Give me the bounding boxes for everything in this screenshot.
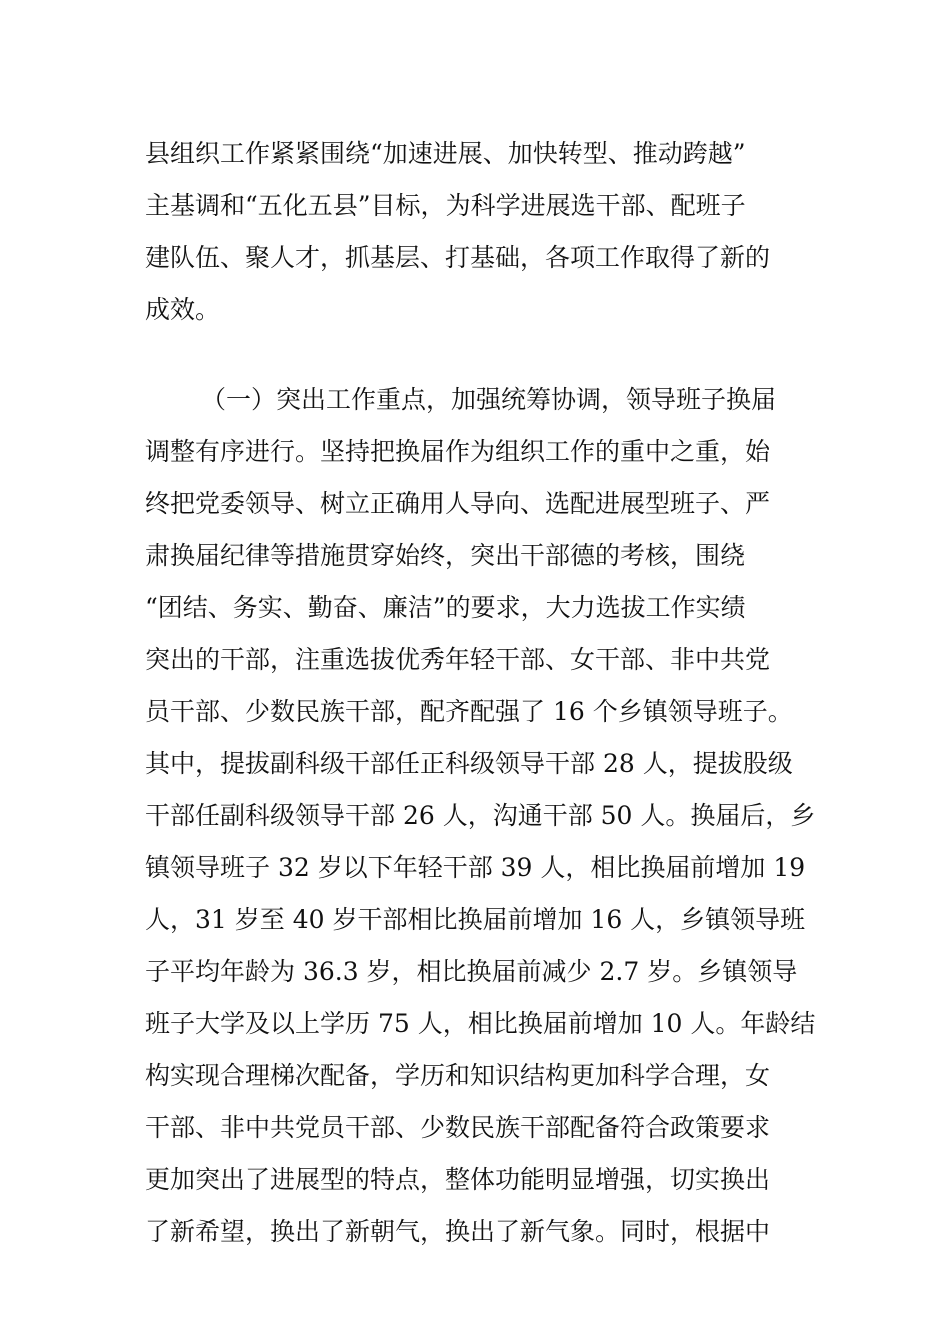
paragraph-line: 了新希望，换出了新朝气，换出了新气象。同时，根据中 [145,1217,771,1246]
paragraph-line: 子平均年龄为 36.3 岁，相比换届前减少 2.7 岁。乡镇领导 [145,957,798,986]
paragraph-line: 主基调和“五化五县”目标，为科学进展选干部、配班子 [145,191,746,220]
paragraph-line: 调整有序进行。坚持把换届作为组织工作的重中之重，始 [145,437,771,466]
paragraph-line: 班子大学及以上学历 75 人，相比换届前增加 10 人。年龄结 [145,1009,816,1038]
paragraph-line: 干部、非中共党员干部、少数民族干部配备符合政策要求 [145,1113,771,1142]
paragraph-line: 员干部、少数民族干部，配齐配强了 16 个乡镇领导班子。 [145,697,793,726]
paragraph-line: （一）突出工作重点，加强统筹协调，领导班子换届 [201,385,777,414]
paragraph-line: 其中，提拔副科级干部任正科级领导干部 28 人，提拔股级 [145,749,793,778]
paragraph-2 [145,374,815,1258]
paragraph-line: 成效。 [145,295,221,324]
paragraph-line: 肃换届纪律等措施贯穿始终，突出干部德的考核，围绕 [145,541,746,570]
paragraph-line: “团结、务实、勤奋、廉洁”的要求，大力选拔工作实绩 [145,593,746,622]
paragraph-line: 终把党委领导、树立正确用人导向、选配进展型班子、严 [145,489,771,518]
paragraph-line: 镇领导班子 32 岁以下年轻干部 39 人，相比换届前增加 19 [145,853,806,882]
paragraph-1 [145,128,815,336]
paragraph-line: 建队伍、聚人才，抓基层、打基础，各项工作取得了新的 [145,243,771,272]
paragraph-line: 县组织工作紧紧围绕“加速进展、加快转型、推动跨越” [145,139,746,168]
paragraph-line: 更加突出了进展型的特点，整体功能明显增强，切实换出 [145,1165,771,1194]
paragraph-line: 人，31 岁至 40 岁干部相比换届前增加 16 人，乡镇领导班 [145,905,806,934]
paragraph-line: 突出的干部，注重选拔优秀年轻干部、女干部、非中共党 [145,645,771,674]
paragraph-line: 干部任副科级领导干部 26 人，沟通干部 50 人。换届后，乡 [145,801,816,830]
paragraph-line: 构实现合理梯次配备，学历和知识结构更加科学合理，女 [145,1061,771,1090]
